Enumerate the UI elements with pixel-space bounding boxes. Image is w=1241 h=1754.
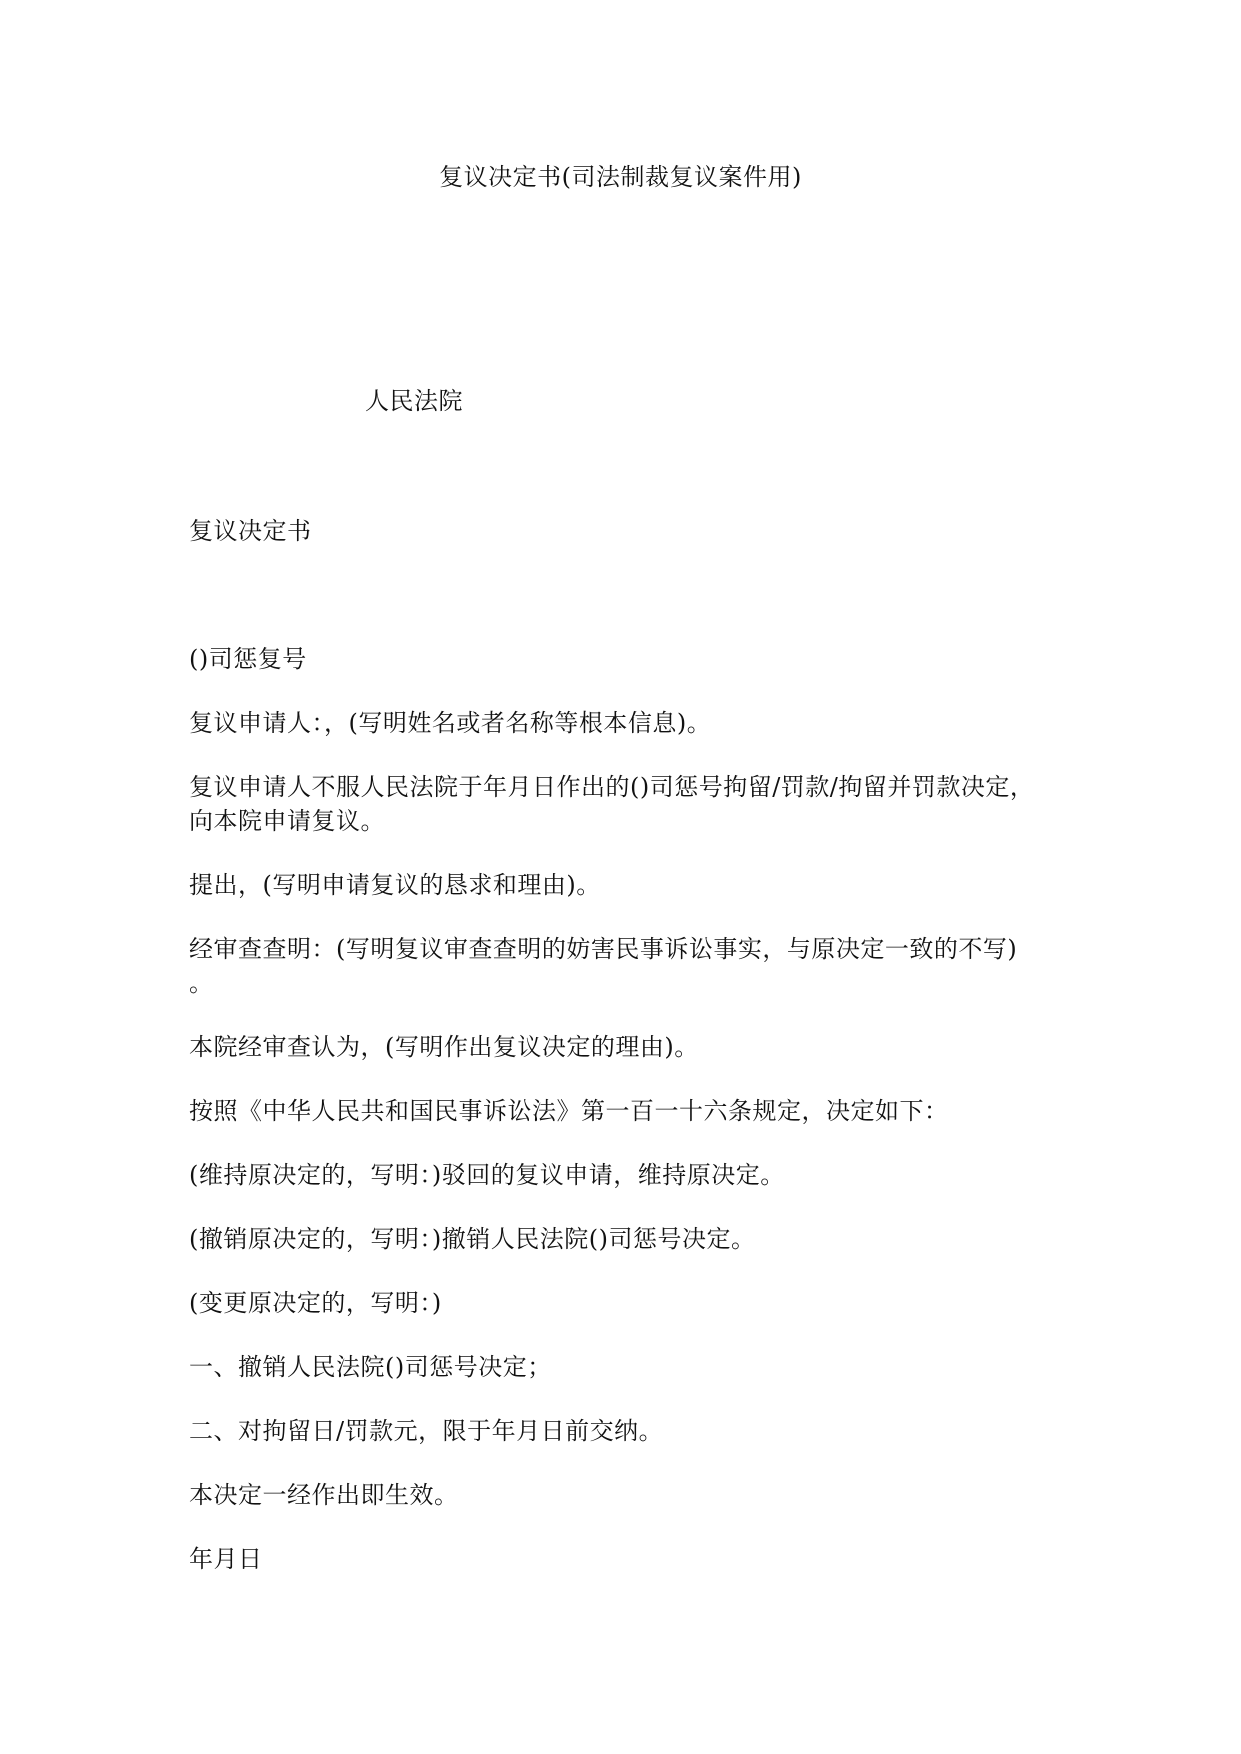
date-line: 年月日 — [189, 1545, 263, 1573]
document-name: 复议决定书 — [189, 517, 312, 545]
legal-basis-paragraph: 按照《中华人民共和国民事诉讼法》第一百一十六条规定，决定如下： — [189, 1097, 949, 1125]
appeal-paragraph — [189, 770, 1069, 838]
document-title: 复议决定书(司法制裁复议案件用) — [439, 163, 802, 191]
facts-paragraph — [189, 932, 1069, 1000]
facts-paragraph-line-2: 。 — [189, 969, 214, 997]
appeal-paragraph-line-2: 向本院申请复议。 — [189, 807, 385, 835]
option-change: (变更原决定的，写明：) — [189, 1289, 442, 1317]
option-revoke: (撤销原决定的，写明：)撤销人民法院()司惩号决定。 — [189, 1225, 756, 1253]
option-uphold: (维持原决定的，写明：)驳回的复议申请，维持原决定。 — [189, 1161, 785, 1189]
reasoning-paragraph: 本院经审查认为，(写明作出复议决定的理由)。 — [189, 1033, 699, 1061]
facts-paragraph-line-1: 经审查查明：(写明复议审查查明的妨害民事诉讼事实，与原决定一致的不写) — [189, 935, 1018, 963]
court-name: 人民法院 — [365, 387, 463, 415]
change-item-1: 一、撤销人民法院()司惩号决定； — [189, 1353, 552, 1381]
change-item-2: 二、对拘留日/罚款元，限于年月日前交纳。 — [189, 1417, 664, 1445]
effect-statement: 本决定一经作出即生效。 — [189, 1481, 459, 1509]
case-number: ()司惩复号 — [189, 645, 307, 673]
applicant-line: 复议申请人：，(写明姓名或者名称等根本信息)。 — [189, 709, 712, 737]
claims-paragraph: 提出，(写明申请复议的恳求和理由)。 — [189, 871, 601, 899]
appeal-paragraph-line-1: 复议申请人不服人民法院于年月日作出的()司惩号拘留/罚款/拘留并罚款决定， — [189, 773, 1035, 801]
